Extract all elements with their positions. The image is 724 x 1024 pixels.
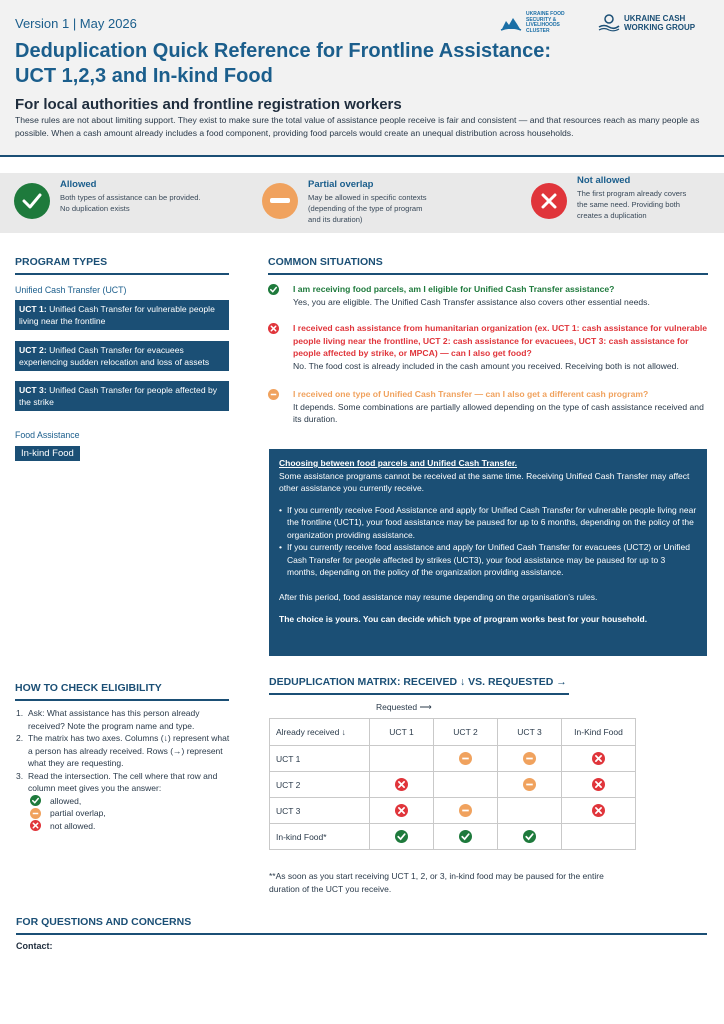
situation-3 <box>268 388 708 426</box>
matrix-col-uct1: UCT 1 <box>370 719 434 746</box>
matrix-cell <box>370 772 434 798</box>
matrix-row <box>270 746 636 772</box>
matrix-cell <box>498 772 562 798</box>
choosing-info-box <box>269 449 707 656</box>
legend-not-allowed-line3: creates a duplication <box>577 211 647 220</box>
minus-icon <box>262 183 298 219</box>
hands-logo-icon <box>598 14 620 32</box>
legend-partial-line2: (depending of the type of program <box>308 204 423 213</box>
legend-partial-line1: May be allowed in specific contexts <box>308 193 427 202</box>
matrix-cell <box>370 798 434 824</box>
page-subtitle: For local authorities and frontline registration workers <box>15 96 402 113</box>
matrix-col-uct2: UCT 2 <box>434 719 498 746</box>
matrix-corner: Already received ↓ <box>270 719 370 746</box>
cwg-logo <box>598 14 708 32</box>
legend-partial-title: Partial overlap <box>308 179 374 190</box>
situation-3-question: I received one type of Unified Cash Transfer — can I also get a different cash program? <box>293 389 649 399</box>
choosing-bullet-2: • If you currently receive food assistance and apply for Unified Cash Transfer for evacuees (UCT2) or Unified Cash Transfer for people affected by strikes (UCT3), your food assistance may be paused for up to 3 months, depending on the policy of the organization providing assistance. <box>279 541 697 579</box>
matrix-header-row <box>270 719 636 746</box>
check-icon <box>459 830 472 843</box>
legend-not-allowed-line1: The first program already covers <box>577 189 687 198</box>
uct3-text: Unified Cash Transfer for people affected by the strike <box>19 385 218 407</box>
legend-allowed-line2: No duplication exists <box>60 204 130 213</box>
version-label: Version 1 | May 2026 <box>15 16 137 31</box>
minus-icon <box>459 804 472 817</box>
choosing-choice-note: The choice is yours. You can decide which type of program works best for your household. <box>279 614 648 624</box>
uct2-code: UCT 2: <box>19 345 47 355</box>
matrix-title: DEDUPLICATION MATRIX: RECEIVED ↓ VS. REQUESTED → <box>269 676 569 695</box>
fsl-logo-text: UKRAINE FOOD SECURITY & LIVELIHOODS CLUSTER <box>526 11 565 34</box>
cwg-logo-text: UKRAINE CASH WORKING GROUP <box>624 14 696 32</box>
legend-allowed-line1: Both types of assistance can be provided. <box>60 193 201 202</box>
cross-icon <box>395 778 408 791</box>
matrix-cell <box>370 824 434 850</box>
step-3-number: 3. <box>16 770 24 781</box>
legend-not-allowed <box>531 175 686 221</box>
dedup-matrix <box>269 718 636 850</box>
uct3-code: UCT 3: <box>19 385 47 395</box>
eligibility-title: HOW TO CHECK ELIGIBILITY <box>15 682 229 701</box>
cross-icon <box>592 778 605 791</box>
uct3-box <box>15 381 229 411</box>
inkind-food-badge: In-kind Food <box>15 446 80 461</box>
matrix-cell <box>434 798 498 824</box>
cross-icon <box>531 183 567 219</box>
matrix-requested-label: Requested ⟶ <box>376 702 432 712</box>
matrix-cell <box>498 746 562 772</box>
cross-icon <box>30 820 41 831</box>
uct1-box <box>15 300 229 330</box>
matrix-row-label: UCT 2 <box>270 772 370 798</box>
contact-label: Contact: <box>16 941 53 951</box>
uct2-box <box>15 341 229 371</box>
choosing-title: Choosing between food parcels and Unified Cash Transfer. <box>279 458 518 468</box>
situation-2-answer: No. The food cost is already included in the cash amount you received. Receiving both is not allowed. <box>293 360 679 371</box>
legend-partial <box>262 179 427 225</box>
questions-title: FOR QUESTIONS AND CONCERNS <box>16 916 707 935</box>
matrix-cell <box>434 772 498 798</box>
situation-1-answer: Yes, you are eligible. The Unified Cash Transfer assistance also covers other essential needs. <box>293 296 650 307</box>
uct1-code: UCT 1: <box>19 304 47 314</box>
title-line-2: UCT 1,2,3 and In-kind Food <box>15 65 273 87</box>
minus-icon <box>268 389 279 400</box>
legend-not-allowed-title: Not allowed <box>577 175 631 186</box>
cross-icon <box>395 804 408 817</box>
legend-allowed-title: Allowed <box>60 179 97 190</box>
minus-icon <box>523 778 536 791</box>
matrix-cell <box>562 772 636 798</box>
cross-icon <box>268 323 279 334</box>
answer-partial-text: partial overlap, <box>50 808 106 818</box>
fsl-logo-icon <box>500 15 522 31</box>
step-2 <box>16 732 231 770</box>
answer-allowed-text: allowed, <box>50 795 82 806</box>
choosing-intro: Some assistance programs cannot be received at the same time. Receiving Unified Cash Transfer may affect other assistance you currently receive. <box>279 470 690 493</box>
intro-text: These rules are not about limiting support. They exist to make sure the total value of assistance people receive is fair and consistent — and that resources reach as many people as possible. When a cash amount already includes a food component, providing food parcels would create an unequal distribution across households. <box>15 115 700 138</box>
minus-icon <box>30 808 41 819</box>
check-icon <box>395 830 408 843</box>
matrix-cell <box>370 746 434 772</box>
answer-allowed <box>30 795 231 808</box>
matrix-row <box>270 772 636 798</box>
cross-icon <box>592 804 605 817</box>
check-icon <box>14 183 50 219</box>
uct1-text: Unified Cash Transfer for vulnerable people living near the frontline <box>19 304 215 326</box>
situation-2-question: I received cash assistance from humanitarian organization (ex. UCT 1: cash assistance for vulnerable people living near the frontline, UCT 2: cash assistance for evacuees, UCT 3: cash assistance for people affected by strike, or MPCA) — can I also get food? <box>293 323 708 358</box>
matrix-cell <box>498 824 562 850</box>
matrix-row-label: UCT 3 <box>270 798 370 824</box>
step-1 <box>16 707 231 732</box>
step-2-number: 2. <box>16 733 24 743</box>
legend-partial-line3: and its duration) <box>308 215 363 224</box>
minus-icon <box>459 752 472 765</box>
step-3 <box>16 770 231 795</box>
matrix-row-label: In-kind Food* <box>270 824 370 850</box>
step-1-number: 1. <box>16 708 24 718</box>
program-types-title: PROGRAM TYPES <box>15 256 229 275</box>
choosing-bullet-1: • If you currently receive Food Assistance and apply for Unified Cash Transfer for vulnerable people living near the frontline (UCT1), your food assistance may be paused for up to 6 months, depending on the policy of the organization providing assistance. <box>279 504 697 542</box>
legend-bar <box>0 173 724 233</box>
matrix-col-uct3: UCT 3 <box>498 719 562 746</box>
common-situations-title: COMMON SITUATIONS <box>268 256 708 275</box>
answer-partial <box>30 807 231 820</box>
legend-not-allowed-line2: the same need. Providing both <box>577 200 681 209</box>
matrix-row-label: UCT 1 <box>270 746 370 772</box>
uct2-text: Unified Cash Transfer for evacuees experiencing sudden relocation and loss of assets <box>19 345 210 367</box>
matrix-row <box>270 798 636 824</box>
answer-not-allowed-text: not allowed. <box>50 820 96 831</box>
uct-label: Unified Cash Transfer (UCT) <box>15 285 127 295</box>
check-icon <box>30 795 41 806</box>
situation-1-question: I am receiving food parcels, am I eligible for Unified Cash Transfer assistance? <box>293 284 615 294</box>
matrix-cell <box>562 798 636 824</box>
logos <box>500 12 708 34</box>
choosing-resume-note: After this period, food assistance may resume depending on the organisation’s rules. <box>279 591 598 602</box>
situation-2 <box>268 322 708 372</box>
situation-1 <box>268 283 708 308</box>
check-icon <box>523 830 536 843</box>
cross-icon <box>592 752 605 765</box>
page-title <box>15 39 575 89</box>
matrix-row <box>270 824 636 850</box>
matrix-cell <box>498 798 562 824</box>
food-assistance-label: Food Assistance <box>15 430 80 440</box>
matrix-col-inkind: In-Kind Food <box>562 719 636 746</box>
situation-3-answer: It depends. Some combinations are partially allowed depending on the type of cash assistance received and its duration. <box>293 401 704 424</box>
step-3-text: Read the intersection. The cell where that row and column meet gives you the answer: <box>28 770 218 793</box>
minus-icon <box>523 752 536 765</box>
header <box>0 0 724 157</box>
title-line-1: Deduplication Quick Reference for Frontline Assistance: <box>15 40 552 62</box>
answer-not-allowed <box>30 820 231 833</box>
eligibility-steps <box>16 707 231 832</box>
matrix-cell <box>434 746 498 772</box>
matrix-footnote: **As soon as you start receiving UCT 1, 2, or 3, in-kind food may be paused for the entire duration of the UCT you receive. <box>269 871 604 894</box>
matrix-cell <box>562 746 636 772</box>
step-2-text: The matrix has two axes. Columns (↓) represent what a person has already received. Rows (→) represent what they are requesting. <box>28 733 230 768</box>
matrix-cell <box>434 824 498 850</box>
choosing-bullets <box>279 504 697 579</box>
check-icon <box>268 284 279 295</box>
legend-allowed <box>14 179 201 219</box>
matrix-body <box>270 746 636 850</box>
fsl-cluster-logo <box>500 12 584 34</box>
matrix-cell <box>562 824 636 850</box>
step-1-text: Ask: What assistance has this person already received? Note the program name and type. <box>28 708 200 731</box>
